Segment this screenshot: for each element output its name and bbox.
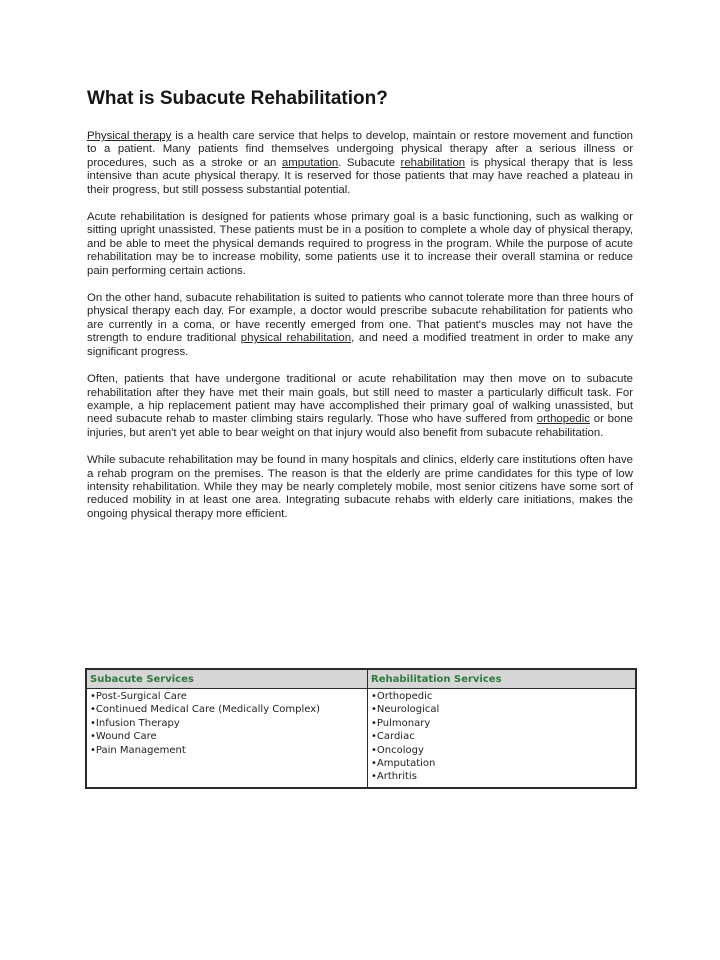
link-physical-therapy[interactable]: Physical therapy	[87, 130, 172, 142]
list-item: • Neurological	[371, 703, 632, 716]
document-page	[87, 88, 633, 535]
link-amputation[interactable]: amputation	[281, 156, 339, 169]
list-item: • Continued Medical Care (Medically Complex)	[90, 703, 364, 716]
paragraph-3-text-1: On the other hand, subacute rehabilitation is suited to patients who cannot tolerate more than three hours of physical therapy each day. For example, a doctor would prescribe subacute rehabilitation for patients who are currently in a coma, or have recently emerged from one. That patient's muscles may not have the strength to endure traditional	[87, 292, 633, 345]
list-item: • Arthritis	[371, 770, 632, 783]
list-item: • Oncology	[371, 744, 632, 757]
paragraph-3	[87, 292, 633, 359]
services-table	[85, 668, 637, 789]
paragraph-4	[87, 373, 633, 440]
list-item: • Pulmonary	[371, 717, 632, 730]
paragraph-1-text-3: is physical therapy that is less intensive than acute physical therapy. It is reserved for those patients that may have reached a plateau in their progress, but still possess substantial potential.	[87, 156, 633, 196]
list-item: • Cardiac	[371, 730, 632, 743]
rehabilitation-services-list	[371, 690, 632, 784]
list-item: • Orthopedic	[371, 690, 632, 703]
link-orthopedic[interactable]: orthopedic	[536, 413, 590, 426]
subacute-services-header: Subacute Services	[86, 669, 368, 689]
list-item: • Pain Management	[90, 744, 364, 757]
list-item: • Infusion Therapy	[90, 717, 364, 730]
services-table-header-row	[86, 669, 636, 689]
page-title: What is Subacute Rehabilitation?	[87, 88, 388, 109]
subacute-services-list	[90, 690, 364, 757]
paragraph-4-text-2: or bone injuries, but aren't yet able to bear weight on that injury would also benefit from subacute rehabilitation.	[87, 413, 633, 439]
list-item: • Wound Care	[90, 730, 364, 743]
paragraph-1	[87, 130, 633, 197]
paragraph-5: While subacute rehabilitation may be found in many hospitals and clinics, elderly care institutions often have a rehab program on the premises. The reason is that the elderly are prime candidates for this type of low intensity rehabilitation. While they may be nearly completely mobile, most senior citizens have some sort of reduced mobility in at least one area. Integrating subacute rehabs with elderly care initiations, makes the ongoing physical therapy more efficient.	[87, 454, 633, 520]
list-item: • Amputation	[371, 757, 632, 770]
subacute-services-cell	[86, 689, 368, 788]
paragraph-2: Acute rehabilitation is designed for patients whose primary goal is a basic functioning, such as walking or sitting upright unassisted. These patients must be in a position to complete a whole day of physical therapy, and be able to meet the physical demands required to progress in the program. While the purpose of acute rehabilitation may be to increase mobility, some patients use it to increase their overall stamina or reduce pain performing certain actions.	[87, 211, 633, 277]
paragraph-1-text-2: . Subacute	[338, 156, 401, 169]
rehabilitation-services-header: Rehabilitation Services	[368, 669, 637, 689]
paragraph-3-text-2: , and need a modified treatment in order to make any significant progress.	[87, 332, 633, 358]
list-item: • Post-Surgical Care	[90, 690, 364, 703]
rehabilitation-services-cell	[368, 689, 637, 788]
paragraph-1-text-1: is a health care service that helps to develop, maintain or restore movement and function to a patient. Many patients find themselves undergoing physical therapy after a serious illness or procedures, such as a stroke or an	[87, 130, 634, 169]
link-physical-rehabilitation[interactable]: physical rehabilitation	[240, 332, 352, 345]
services-table-row	[86, 689, 636, 788]
paragraph-4-text-1: Often, patients that have undergone traditional or acute rehabilitation may then move on to subacute rehabilitation after they have met their main goals, but still need to master a particularly difficult task. For example, a hip replacement patient may have accomplished their primary goal of walking unassisted, but need subacute rehab to master climbing stairs regularly. Those who have suffered from	[87, 373, 633, 426]
link-rehabilitation[interactable]: rehabilitation	[400, 156, 466, 169]
